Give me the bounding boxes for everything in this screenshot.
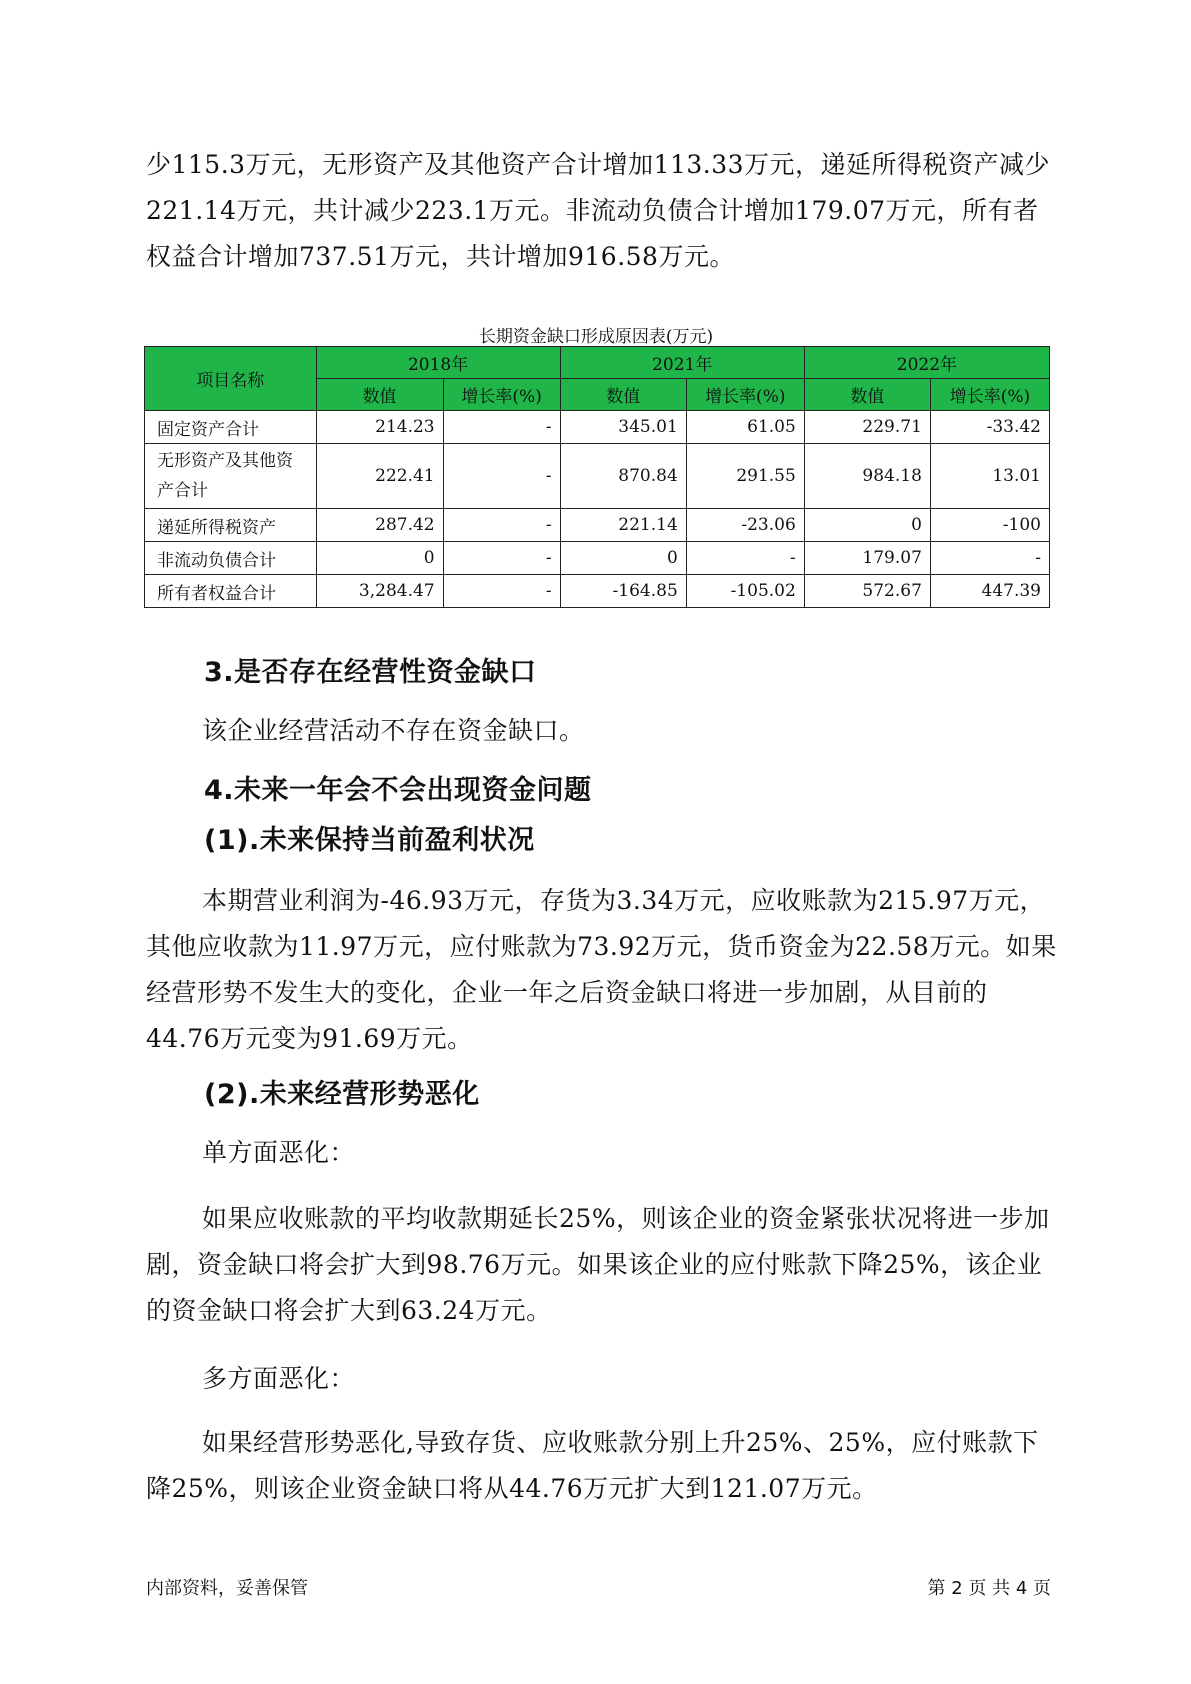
cell-value: 287.42 (316, 509, 443, 542)
intro-paragraph: 少115.3万元，无形资产及其他资产合计增加113.33万元，递延所得税资产减少221.14万元，共计减少223.1万元。非流动负债合计增加179.07万元，所有者权益合计增加737.51万元，共计增加916.58万元。 (146, 150, 1051, 271)
cell-value: 870.84 (560, 444, 686, 509)
footer-page-number: 第 2 页 共 4 页 (927, 1578, 1051, 1599)
cell-value: 0 (560, 542, 686, 575)
cell-growth: 447.39 (930, 575, 1049, 608)
cell-value: 222.41 (316, 444, 443, 509)
cell-value: 0 (316, 542, 443, 575)
subheader-value: 数值 (560, 379, 686, 411)
table-row (145, 542, 1050, 575)
cell-value: 229.71 (804, 411, 930, 444)
cell-growth: 61.05 (686, 411, 804, 444)
cell-value: 984.18 (804, 444, 930, 509)
cell-growth: - (930, 542, 1049, 575)
single-deterioration-label: 单方面恶化： (202, 1138, 356, 1167)
footer-confidential: 内部资料，妥善保管 (146, 1578, 308, 1599)
header-item-name: 项目名称 (145, 347, 317, 411)
cell-value: 572.67 (804, 575, 930, 608)
table-row (145, 444, 1050, 509)
cell-growth: - (686, 542, 804, 575)
section4-sub1-text: 本期营业利润为-46.93万元，存货为3.34万元，应收账款为215.97万元，其他应收款为11.97万元，应付账款为73.92万元，货币资金为22.58万元。如果经营形势不发生大的变化，企业一年之后资金缺口将进一步加剧，从目前的44.76万元变为91.69万元。 (146, 886, 1057, 1053)
cell-growth: -23.06 (686, 509, 804, 542)
funding-gap-table (144, 346, 1050, 608)
subheader-growth: 增长率(%) (930, 379, 1049, 411)
multi-deterioration-label: 多方面恶化： (202, 1364, 356, 1393)
cell-growth: - (443, 444, 560, 509)
row-name: 无形资产及其他资产合计 (145, 444, 317, 509)
row-name: 递延所得税资产 (145, 509, 317, 542)
cell-value: 345.01 (560, 411, 686, 444)
subheader-value: 数值 (804, 379, 930, 411)
header-year-2022: 2022年 (804, 347, 1049, 379)
cell-growth: - (443, 542, 560, 575)
section4-sub2-heading: (2).未来经营形势恶化 (204, 1079, 480, 1110)
cell-growth: - (443, 411, 560, 444)
cell-growth: 13.01 (930, 444, 1049, 509)
cell-growth: 291.55 (686, 444, 804, 509)
section4-heading: 4.未来一年会不会出现资金问题 (204, 775, 592, 806)
cell-value: -164.85 (560, 575, 686, 608)
header-year-2018: 2018年 (316, 347, 560, 379)
subheader-growth: 增长率(%) (443, 379, 560, 411)
cell-value: 214.23 (316, 411, 443, 444)
table-header-row (145, 347, 1050, 379)
cell-growth: -33.42 (930, 411, 1049, 444)
multi-deterioration-text: 如果经营形势恶化,导致存货、应收账款分别上升25%、25%，应付账款下降25%，则该企业资金缺口将从44.76万元扩大到121.07万元。 (146, 1428, 1039, 1503)
row-name: 非流动负债合计 (145, 542, 317, 575)
section3-heading: 3.是否存在经营性资金缺口 (204, 657, 537, 688)
cell-growth: - (443, 575, 560, 608)
row-name: 固定资产合计 (145, 411, 317, 444)
row-name: 所有者权益合计 (145, 575, 317, 608)
cell-value: 0 (804, 509, 930, 542)
table-row (145, 575, 1050, 608)
table-row (145, 411, 1050, 444)
cell-growth: -105.02 (686, 575, 804, 608)
cell-growth: - (443, 509, 560, 542)
single-deterioration-text: 如果应收账款的平均收款期延长25%，则该企业的资金紧张状况将进一步加剧，资金缺口将会扩大到98.76万元。如果该企业的应付账款下降25%，该企业的资金缺口将会扩大到63.24万元。 (146, 1204, 1050, 1325)
section3-text: 该企业经营活动不存在资金缺口。 (202, 716, 585, 745)
section4-sub1-heading: (1).未来保持当前盈利状况 (204, 825, 535, 856)
subheader-value: 数值 (316, 379, 443, 411)
cell-value: 3,284.47 (316, 575, 443, 608)
subheader-growth: 增长率(%) (686, 379, 804, 411)
header-year-2021: 2021年 (560, 347, 804, 379)
table-caption: 长期资金缺口形成原因表(万元) (478, 327, 714, 347)
cell-value: 179.07 (804, 542, 930, 575)
cell-value: 221.14 (560, 509, 686, 542)
table-row (145, 509, 1050, 542)
cell-growth: -100 (930, 509, 1049, 542)
